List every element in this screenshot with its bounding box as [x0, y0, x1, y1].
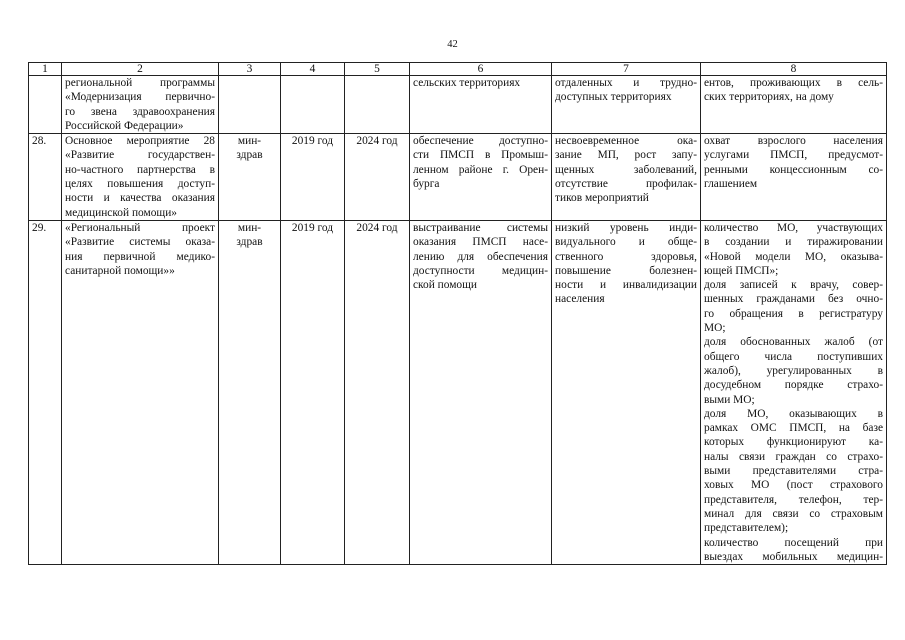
- text-line: го обращения в регистратуру: [704, 307, 883, 320]
- text-line: глашением: [704, 178, 758, 191]
- column-number-7: 7: [552, 63, 701, 76]
- text-line: налы связи граждан со страхо-: [704, 450, 883, 463]
- column-number-6: 6: [410, 63, 552, 76]
- end-year-cell: 2024 год: [345, 220, 410, 564]
- column-number-1: 1: [29, 63, 62, 76]
- text-line: услугами ПМСП, предусмот-: [704, 149, 883, 162]
- text-line: досудебном порядке страхо-: [704, 379, 883, 392]
- text-line: населения: [555, 293, 605, 306]
- text-line: лению для обеспечения: [413, 250, 548, 263]
- text-line: сти ПМСП в Промыш-: [413, 149, 548, 162]
- text-line: зание МП, рост запу-: [555, 149, 697, 162]
- consequences-cell: [552, 76, 701, 134]
- column-number-5: 5: [345, 63, 410, 76]
- text-line: «Развитие системы оказа-: [65, 236, 215, 249]
- text-line: доля записей к врачу, совер-: [704, 279, 883, 292]
- executor-cell: [219, 134, 281, 221]
- text-line: здрав: [236, 149, 263, 162]
- row-number-cell: 29.: [29, 220, 62, 564]
- text-line: доля МО, оказывающих в: [704, 407, 883, 420]
- text-line: ренными концессионным со-: [704, 163, 883, 176]
- text-line: жалоб), урегулированных в: [704, 364, 883, 377]
- text-line: представителя, телефон, тер-: [704, 493, 883, 506]
- expected-result-cell: [410, 220, 552, 564]
- text-line: охват взрослого населения: [704, 135, 883, 148]
- text-line: щенных заболеваний,: [555, 163, 697, 176]
- text-line: минал для связи со страховым: [704, 507, 883, 520]
- text-line: Основное мероприятие 28: [65, 135, 215, 148]
- text-line: количество МО, участвующих: [704, 221, 883, 234]
- text-line: несвоевременное ока-: [555, 135, 697, 148]
- text-line: МО;: [704, 322, 726, 335]
- column-number-3: 3: [219, 63, 281, 76]
- text-line: выми МО;: [704, 393, 755, 406]
- start-year-cell: [281, 76, 345, 134]
- text-line: санитарной помощи»»: [65, 264, 175, 277]
- text-line: ской помощи: [413, 279, 477, 292]
- text-line: рамках ОМС ПМСП, на базе: [704, 422, 883, 435]
- measure-name-cell: [62, 220, 219, 564]
- text-line: медицинской помощи»: [65, 206, 177, 219]
- text-line: бурга: [413, 178, 440, 191]
- text-line: но-частного партнерства в: [65, 163, 215, 176]
- expected-result-cell: [410, 134, 552, 221]
- text-line: оказания ПМСП насе-: [413, 236, 548, 249]
- executor-cell: [219, 220, 281, 564]
- start-year-cell: 2019 год: [281, 220, 345, 564]
- text-line: ленном районе г. Орен-: [413, 163, 548, 176]
- executor-cell: [219, 76, 281, 134]
- indicators-cell: [701, 76, 887, 134]
- text-line: выездах мобильных медицин-: [704, 550, 883, 563]
- expected-result-cell: [410, 76, 552, 134]
- text-line: ских территориях, на дому: [704, 91, 834, 104]
- measure-name-cell: [62, 134, 219, 221]
- text-line: повышение болезнен-: [555, 264, 697, 277]
- text-line: ющей ПМСП»;: [704, 264, 779, 277]
- text-line: видуального и обще-: [555, 236, 697, 249]
- text-line: доступных территориях: [555, 91, 672, 104]
- text-line: мин-: [237, 221, 262, 234]
- end-year-cell: 2024 год: [345, 134, 410, 221]
- text-line: доля обоснованных жалоб (от: [704, 336, 883, 349]
- text-line: ховых МО (пост страхового: [704, 479, 883, 492]
- text-line: ности и качества оказания: [65, 192, 215, 205]
- text-line: «Модернизация первично-: [65, 91, 215, 104]
- text-line: обеспечение доступно-: [413, 135, 548, 148]
- text-line: целях повышения доступ-: [65, 178, 215, 191]
- start-year-cell: 2019 год: [281, 134, 345, 221]
- text-line: «Региональный проект: [65, 221, 215, 234]
- text-line: «Новой модели МО, оказыва-: [704, 250, 883, 263]
- text-line: здрав: [236, 236, 263, 249]
- indicators-cell: [701, 134, 887, 221]
- row-number-cell: 28.: [29, 134, 62, 221]
- text-line: доступности медицин-: [413, 264, 548, 277]
- text-line: количество посещений при: [704, 536, 883, 549]
- measure-name-cell: [62, 76, 219, 134]
- consequences-cell: [552, 134, 701, 221]
- column-number-row: [29, 63, 887, 76]
- column-number-4: 4: [281, 63, 345, 76]
- consequences-cell: [552, 220, 701, 564]
- column-number-8: 8: [701, 63, 887, 76]
- text-line: которых функционируют ка-: [704, 436, 883, 449]
- text-line: отсутствие профилак-: [555, 178, 697, 191]
- text-line: региональной программы: [65, 77, 215, 89]
- table-row: [29, 134, 887, 221]
- column-number-2: 2: [62, 63, 219, 76]
- text-line: Российской Федерации»: [65, 119, 184, 132]
- table-row: [29, 220, 887, 564]
- table-row: [29, 76, 887, 134]
- text-line: выстраивание системы: [413, 221, 548, 234]
- text-line: ния первичной медико-: [65, 250, 215, 263]
- text-line: ентов, проживающих в сель-: [704, 77, 883, 89]
- end-year-cell: [345, 76, 410, 134]
- text-line: представителем);: [704, 522, 789, 535]
- text-line: сельских территориях: [413, 77, 521, 89]
- text-line: ности и инвалидизации: [555, 279, 697, 292]
- text-line: ственного здоровья,: [555, 250, 697, 263]
- text-line: шенных гражданами без очно-: [704, 293, 883, 306]
- text-line: го звена здравоохранения: [65, 105, 215, 118]
- text-line: в создании и тиражировании: [704, 236, 883, 249]
- text-line: «Развитие государствен-: [65, 149, 215, 162]
- page-number: 42: [447, 39, 458, 50]
- indicators-cell: [701, 220, 887, 564]
- text-line: тиков мероприятий: [555, 192, 649, 205]
- text-line: общего числа поступивших: [704, 350, 883, 363]
- measures-table: [28, 62, 887, 565]
- text-line: отдаленных и трудно-: [555, 77, 697, 89]
- text-line: выми представителями стра-: [704, 465, 883, 478]
- row-number-cell: [29, 76, 62, 134]
- text-line: мин-: [237, 135, 262, 148]
- text-line: низкий уровень инди-: [555, 221, 697, 234]
